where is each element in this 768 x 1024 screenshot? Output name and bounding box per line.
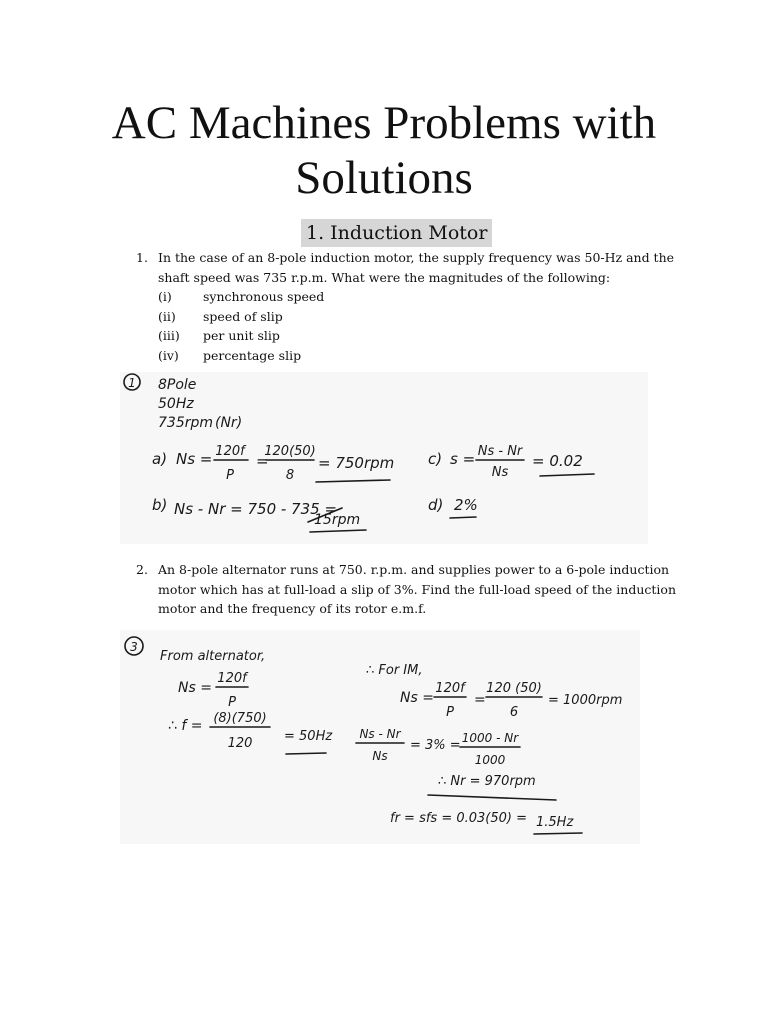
part-a-equals: = [256, 452, 269, 470]
part-b-result: 15rpm [314, 512, 361, 528]
slip-numerator: Ns - Nr [359, 727, 401, 741]
part-c-result: = 0.02 [532, 452, 583, 470]
section-heading: 1. Induction Motor [301, 219, 492, 247]
alt-f-numerator: (8)(750) [213, 711, 267, 726]
slip2-denominator: 1000 [474, 753, 506, 767]
im-fraction2-numerator: 120 (50) [486, 681, 542, 696]
nr-result: ∴ Nr = 970rpm [438, 774, 536, 789]
item-label: synchronous speed [203, 289, 325, 304]
underline [428, 795, 556, 800]
problem-1-subparts [158, 287, 696, 365]
part-a-lhs: Ns = [176, 450, 213, 468]
part-c-lhs: s = [450, 450, 476, 468]
problem-1-text: In the case of an 8-pole induction motor, the supply frequency was 50-Hz and the shaft speed was 735 r.p.m. What were the magnitudes of the following: [158, 250, 675, 285]
alt-ns-denominator: P [228, 695, 236, 710]
part-a-fraction2-numerator: 120(50) [264, 444, 316, 459]
fr-expression: fr = sfs = 0.03(50) = [390, 811, 528, 826]
solution-2-marker: 3 [130, 640, 138, 654]
underline [316, 480, 390, 482]
part-a-label: a) [152, 450, 168, 468]
underline [534, 833, 582, 834]
alt-ns-numerator: 120f [217, 671, 247, 686]
given-line: 8Pole [158, 377, 197, 393]
list-item [158, 326, 696, 346]
item-label: percentage slip [203, 347, 302, 363]
item-roman: (iv) [158, 347, 179, 363]
part-d-result: 2% [454, 496, 478, 514]
problem-2 [136, 560, 696, 619]
part-a-result: = 750rpm [318, 454, 395, 472]
part-a-fraction1-numerator: 120f [215, 444, 245, 459]
slip2-numerator: 1000 - Nr [461, 731, 519, 745]
for-im-label: ∴ For IM, [366, 663, 423, 678]
item-label: per unit slip [203, 328, 280, 343]
problem-2-text: An 8-pole alternator runs at 750. r.p.m. and supplies power to a 6-pole induction motor which has at full-load a slip of 3%. Find the full-load speed of the induction motor and the frequency of its rotor e.m.f. [158, 562, 676, 616]
problem-1 [136, 248, 696, 365]
part-b-expression: Ns - Nr = 750 - 735 = [174, 500, 338, 518]
im-ns-lhs: Ns = [400, 690, 434, 706]
part-c-denominator: Ns [491, 465, 509, 480]
underline [450, 517, 476, 518]
underline [310, 530, 366, 532]
part-c-label: c) [428, 450, 443, 468]
slip-equals: = 3% = [410, 738, 461, 753]
part-a-fraction2-denominator: 8 [285, 468, 295, 483]
list-item [158, 307, 696, 327]
title-line-2: Solutions [295, 152, 473, 204]
given-line: (Nr) [215, 415, 243, 431]
item-roman: (ii) [158, 308, 176, 324]
item-roman: (i) [158, 289, 172, 304]
part-b-label: b) [152, 496, 168, 514]
given-line: 50Hz [158, 396, 194, 412]
slip-denominator: Ns [372, 749, 388, 763]
handwritten-solution-1 [120, 372, 648, 544]
problem-1-number: 1. [136, 250, 148, 265]
alt-f-denominator: 120 [227, 736, 253, 751]
title-line-1: AC Machines Problems with [111, 97, 657, 149]
im-fraction1-denominator: P [446, 705, 454, 720]
item-label: speed of slip [203, 308, 283, 324]
part-d-label: d) [428, 496, 444, 514]
problem-2-number: 2. [136, 562, 148, 577]
part-a-fraction1-denominator: P [226, 468, 234, 483]
list-item [158, 346, 696, 366]
alt-f-lhs: ∴ f = [168, 718, 203, 734]
im-ns-result: = 1000rpm [548, 693, 623, 708]
underline [540, 474, 594, 476]
list-item [158, 287, 696, 307]
im-fraction1-numerator: 120f [435, 681, 465, 696]
fr-result: 1.5Hz [536, 815, 574, 830]
underline [286, 753, 326, 754]
im-fraction2-denominator: 6 [509, 705, 519, 720]
part-c-numerator: Ns - Nr [477, 444, 523, 459]
alt-ns-lhs: Ns = [178, 680, 212, 696]
given-line: 735rpm [158, 415, 214, 431]
solution-1-marker: 1 [128, 376, 136, 390]
alt-f-result: = 50Hz [284, 729, 333, 744]
handwritten-solution-2 [120, 630, 640, 844]
from-alternator-label: From alternator, [160, 649, 266, 664]
document-title [0, 96, 768, 206]
im-equals: = [474, 692, 486, 708]
item-roman: (iii) [158, 328, 180, 343]
